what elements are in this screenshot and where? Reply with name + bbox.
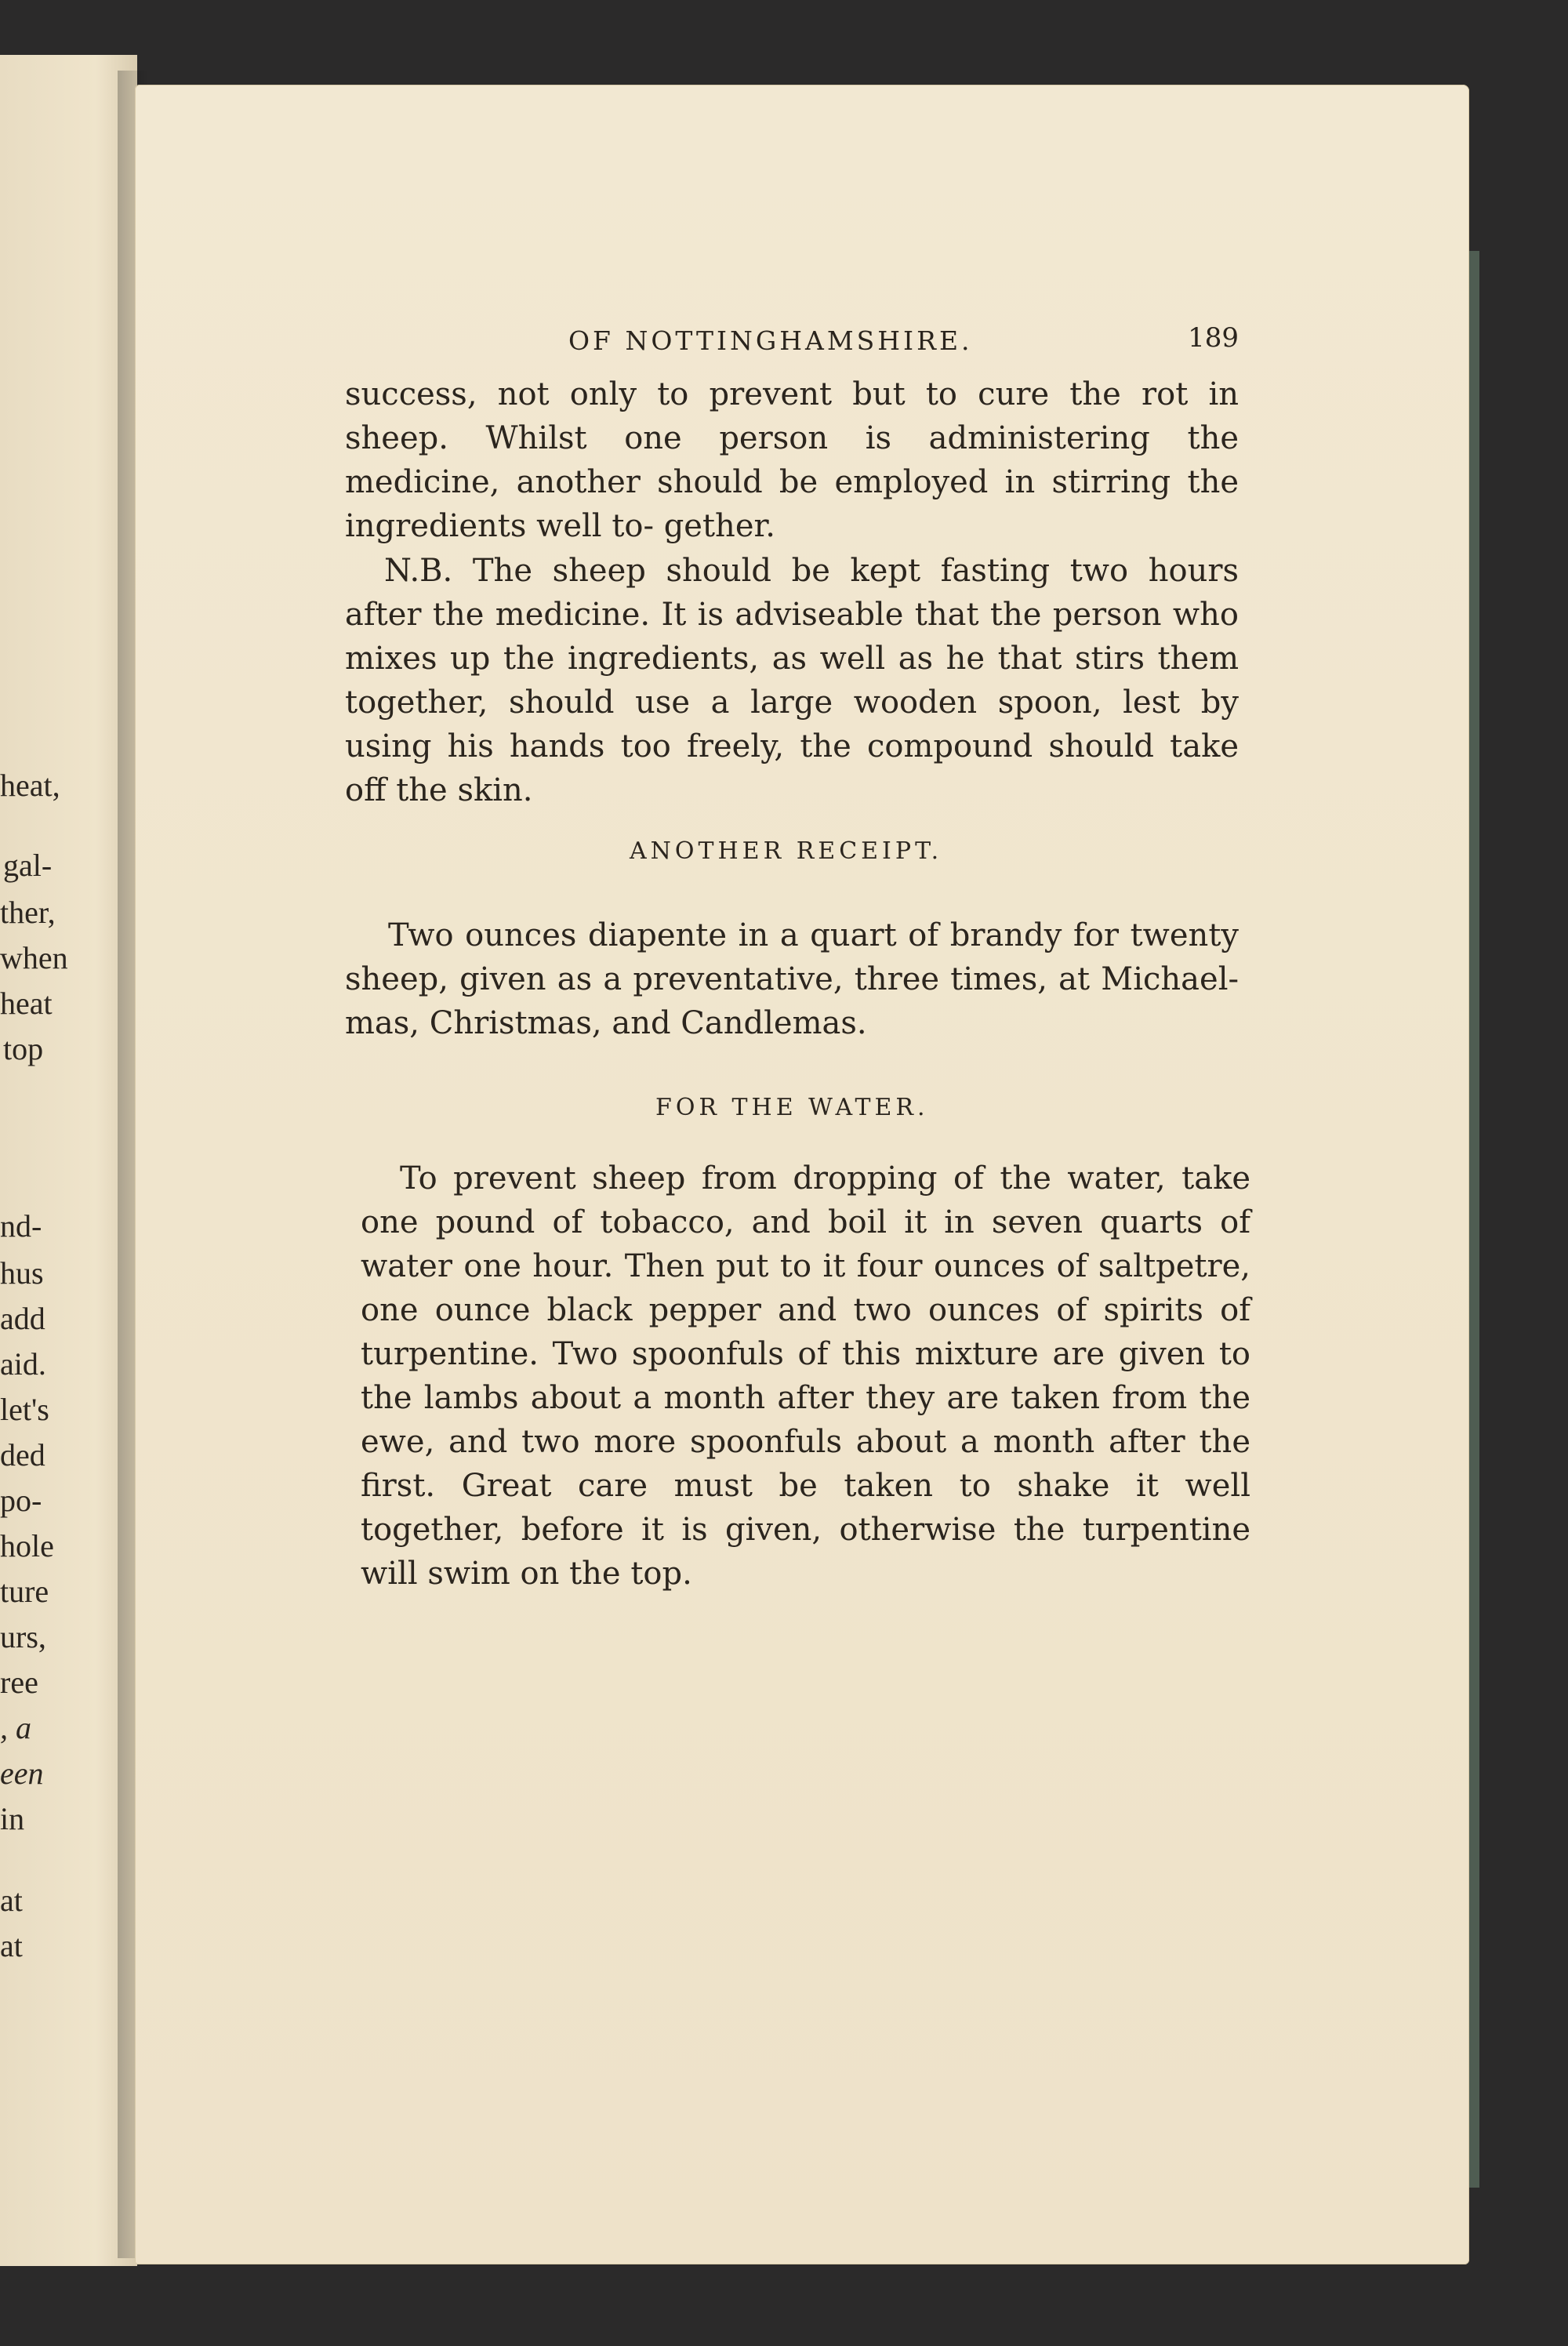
left-page-fragment: hus <box>0 1255 44 1291</box>
left-page-fragment: een <box>0 1756 44 1791</box>
left-page-fragment: ther, <box>0 895 56 930</box>
left-page-fragment: nd- <box>0 1208 42 1244</box>
paragraph: success, not only to prevent but to cure the rot in sheep. Whilst one person is administering the medicine, another should be employed in stirring the ingredients well to- gether. <box>345 376 1239 544</box>
left-page-fragment: hole <box>0 1528 54 1563</box>
left-page-fragment: ree <box>0 1665 38 1700</box>
paragraph: N.B. The sheep should be kept fasting two hours after the medicine. It is adviseable that the person who mixes up the ingredients, as well as he that stirs them together, should use a large wooden spoon, lest by using his hands too freely, the compound should take off the skin. <box>345 553 1239 808</box>
left-page-fragment: at <box>0 1883 23 1918</box>
left-page-fragment: in <box>0 1801 25 1836</box>
left-page-fragment: when <box>0 940 68 975</box>
left-page-fragment: po- <box>0 1483 42 1518</box>
left-page-fragment: at <box>0 1928 23 1963</box>
left-page-fragment: add <box>0 1301 45 1336</box>
left-page-fragment: ded <box>0 1437 45 1473</box>
left-page-fragment: heat, <box>0 768 60 803</box>
page-header <box>431 322 1239 372</box>
left-page-fragment: top <box>3 1031 44 1066</box>
running-head: OF NOTTINGHAMSHIRE. <box>568 325 973 356</box>
section-heading: FOR THE WATER. <box>655 1094 929 1121</box>
left-page-fragment: aid. <box>0 1346 46 1382</box>
paragraph: To prevent sheep from dropping of the water, take one pound of tobacco, and boil it in seven quarts of water one hour. Then put to it four ounces of saltpetre, one ounce black pepper and two ounces of spirits of turpentine. Two spoonfuls of this mixture are given to the lambs about a month after they are taken from the ewe, and two more spoonfuls about a month after the first. Great care must be taken to shake it well together, before it is given, otherwise the turpentine will swim on the top. <box>361 1160 1250 1592</box>
left-page-fragment: , a <box>0 1710 31 1745</box>
left-page-fragment: urs, <box>0 1619 46 1654</box>
page-number: 189 <box>1188 322 1239 354</box>
left-page-fragment: gal- <box>3 848 53 883</box>
paragraph: Two ounces diapente in a quart of brandy for twenty sheep, given as a preventative, three times, at Michael- mas, Christmas, and Candlemas. <box>345 917 1239 1041</box>
left-page-fragment: let's <box>0 1392 49 1427</box>
left-page-fragment: ture <box>0 1574 49 1609</box>
left-page-fragment: heat <box>0 986 53 1021</box>
left-page-edge <box>0 55 137 2266</box>
section-heading: ANOTHER RECEIPT. <box>630 837 943 865</box>
